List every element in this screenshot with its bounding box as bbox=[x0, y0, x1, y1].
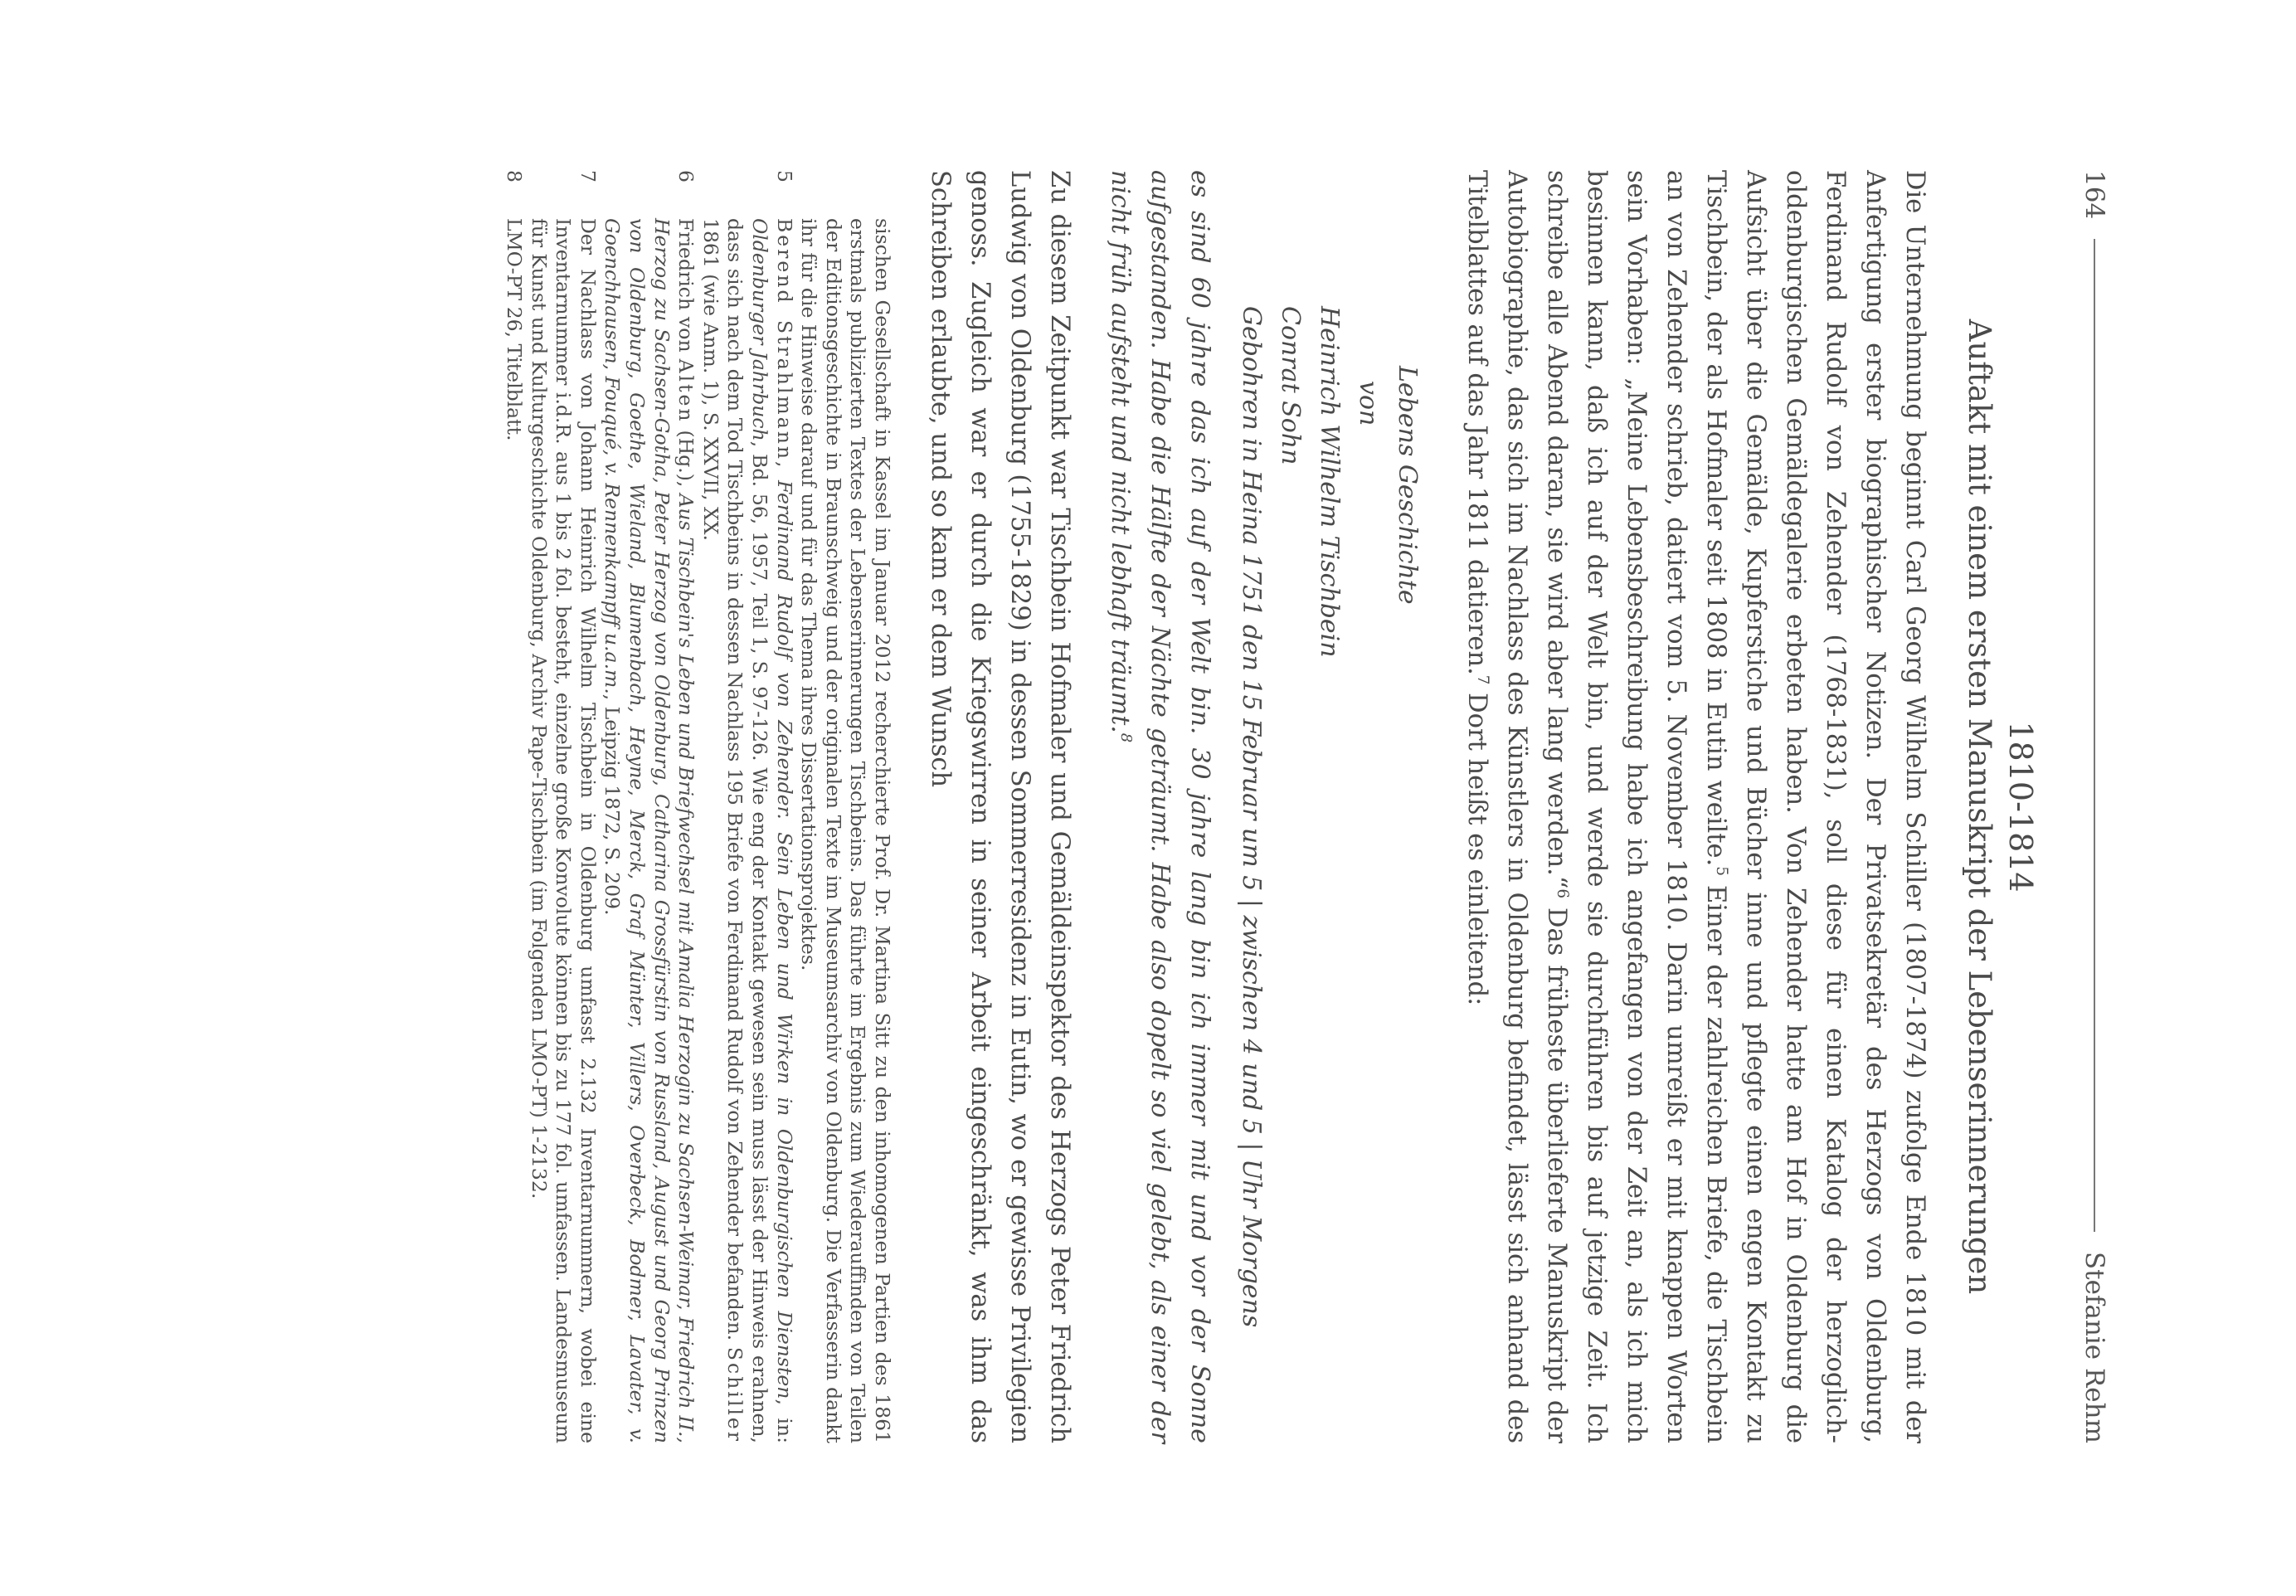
running-author: Stefanie Rehm bbox=[2080, 1251, 2109, 1443]
paragraph-text: Einer der zahlreichen Briefe, die Tischbein an von Zehender schrieb, datiert vom 5. November 1810. Darin umreißt er mit knappen Worten sein Vorhaben: „Meine Lebensbeschreibung habe ich angefangen von der Zeit an, als ich mich besinnen kann, daß ich auf der Welt bin, und werde sie durchführen bis auf jetzige Zeit. Ich schreibe alle Abend daran, sie wird aber lang werden.“ bbox=[1542, 170, 1730, 1443]
footnote-continuation: sischen Gesellschaft in Kassel im Januar 2012 recherchierte Prof. Dr. Martina Sitt zu den inhomogenen Partien des 1861 erstmals publizierten Textes der Lebenserinnerungen Tischbeins. Das führte im Ergebnis zum Wiederauffinden von Teilen der Editionsgeschichte in Braunschweig und der originalen Texte im Museumsarchiv von Oldenburg. Die Verfasserin dankt ihr für die Hinweise darauf und für das Thema ihres Dissertationsprojektes. bbox=[797, 218, 894, 1443]
manuscript-quote bbox=[1100, 170, 1219, 1443]
paragraph-text: Das früheste überlieferte Manuskript der Autobiographie, das sich im Nachlass des Künstlers in Oldenburg befindet, lässt sich anhand des Titelblattes auf das Jahr 1811 datieren. bbox=[1462, 170, 1571, 1443]
title-page-line-5: Gebohren in Heina 1751 den 15 Februar um 5 | zwischen 4 und 5 | Uhr Morgens bbox=[1237, 306, 1266, 1328]
chapter-title: Auftakt mit einem ersten Manuskript der Lebenserinnerungen bbox=[1962, 319, 1997, 1295]
title-page-line-1: Lebens Geschichte bbox=[1393, 366, 1422, 605]
paragraph-text: Die Unternehmung beginnt Carl Georg Wilhelm Schiller (1807-1874) zufolge Ende 1810 mit der Anfertigung erster biographischer Notizen. Der Privatsekretär des Herzogs von Oldenburg, Ferdinand Rudolf von Zehender (1768-1831), soll diese für einen Katalog der herzoglich-oldenburgischen Gemäldegalerie erbeten haben. Von Zehender hatte am Hof in Oldenburg die Aufsicht über die Gemälde, Kupferstiche und Bücher inne und pflegte einen engen Kontakt zu Tischbein, der als Hofmaler seit 1808 in Eutin weilte. bbox=[1701, 170, 1929, 1443]
footnote-ref: 6 bbox=[1554, 888, 1572, 899]
title-page-line-3: Heinrich Wilhelm Tischbein bbox=[1315, 306, 1344, 658]
footnote-ref: 8 bbox=[1117, 732, 1135, 743]
footnote-8: 8 LMO-PT 26, Titelblatt. bbox=[503, 170, 527, 441]
title-page-line-4: Conrat Sohn bbox=[1276, 306, 1305, 465]
footnote-7: 7 Der Nachlass von Johann Heinrich Wilhelm Tischbein in Oldenburg umfasst 2.132 Inventarnummern, wobei eine Inventarnummer i.d.R. aus 1 bis 2 fol. besteht, einzelne große Konvolute können bis zu 177 fol. umfassen. Landesmuseum für Kunst und Kulturgeschichte Oldenburg, Archiv Pape-Tischbein (im Folgenden LMO-PT) 1-2132. bbox=[527, 170, 600, 1443]
paragraph-text: Dort heißt es einleitend: bbox=[1462, 684, 1491, 1006]
page-number: 164 bbox=[2080, 170, 2109, 220]
body-paragraph-2: Zu diesem Zeitpunkt war Tischbein Hofmaler und Gemäldeinspektor des Herzogs Peter Friedrich Ludwig von Oldenburg (1755-1829) in dessen Sommerresidenz in Eutin, wo er gewisse Privilegien genoss. Zugleich war er durch die Kriegswirren in seiner Arbeit eingeschränkt, was ihm das Schreiben erlaubte, und so kam er dem Wunsch bbox=[926, 170, 1074, 1443]
footnote-ref: 5 bbox=[1713, 866, 1731, 876]
footnote-6: 6 Friedrich von Alten (Hg.), Aus Tischbein's Leben und Briefwechsel mit Amalia Herzogin zu Sachsen-Weimar, Friedrich II., Herzog zu Sachsen-Gotha, Peter Herzog von Oldenburg, Catharina Grossfürstin von Russland, August und Georg Prinzen von Oldenburg, Goethe, Wieland, Blumenbach, Heyne, Merck, Graf Münter, Villers, Overbeck, Bodmer, Lavater, v. Goenchhausen, Fouqué, v. Rennenkampff u.a.m., Leipzig 1872, S. 209. bbox=[601, 170, 698, 1443]
body-paragraph-1 bbox=[1457, 170, 1934, 1443]
header-rule bbox=[2094, 239, 2095, 1232]
quote-text: es sind 60 jahre das ich auf der Welt bin. 30 jahre lang bin ich immer mit und vor der Sonne aufgestanden. Habe die Hälfte der Nächte geträumt. Habe also dopelt so viel gelebt, als einer der nicht früh aufsteht und nicht lebhaft träumt. bbox=[1106, 170, 1214, 1443]
footnotes bbox=[502, 170, 895, 1443]
title-page-line-2: von bbox=[1354, 381, 1383, 426]
footnote-5: 5 Berend Strahlmann, Ferdinand Rudolf von Zehender. Sein Leben und Wirken in Oldenburgischen Diensten, in: Oldenburger Jahrbuch, Bd. 56, 1957, Teil 1, S. 97-126. Wie eng der Kontakt gewesen sein muss lässt der Hinweis erahnen, dass sich nach dem Tod Tischbeins in dessen Nachlass 195 Briefe von Ferdinand Rudolf von Zehender befanden. Schiller 1861 (wie Anm. 1), S. XXVII, XX. bbox=[698, 170, 796, 1443]
chapter-years: 1810-1814 bbox=[2002, 721, 2039, 893]
footnote-ref: 7 bbox=[1474, 674, 1492, 685]
running-header bbox=[2074, 170, 2115, 1443]
